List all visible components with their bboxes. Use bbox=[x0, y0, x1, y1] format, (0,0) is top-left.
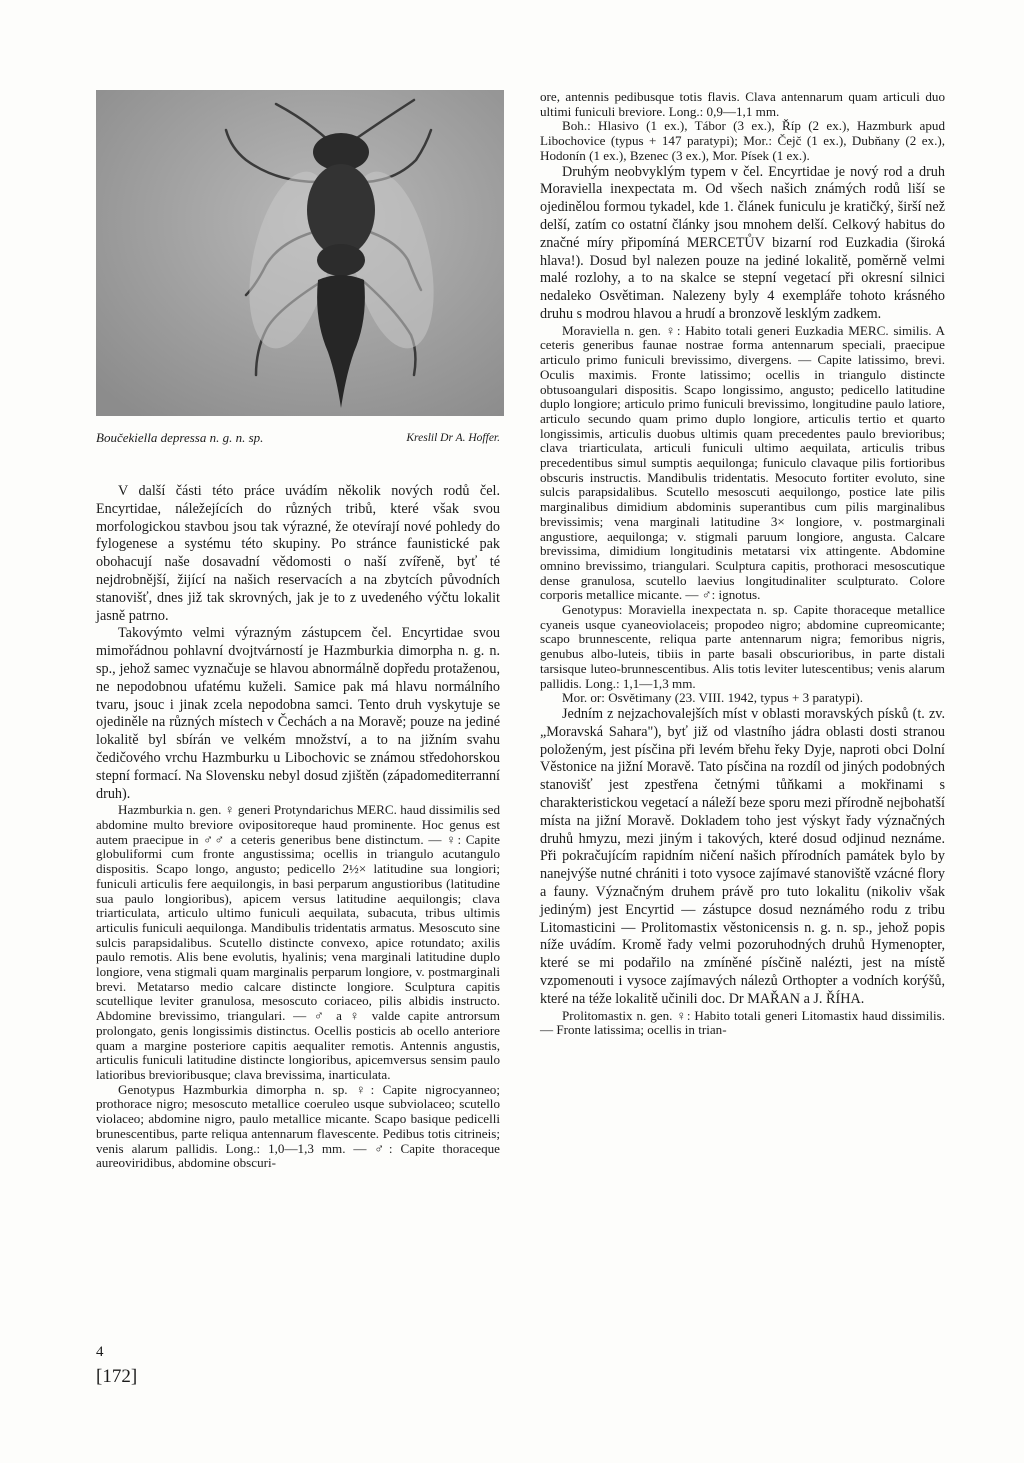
paragraph: Genotypus: Moraviella inexpectata n. sp. Capite thoraceque metallice cyaneis usque cyaneoviolaceis; propodeo nigro; abdomine cupreomicante; scapo brunnescente, reliqua parte antennarum nigra; femoribus nigris, genubus albo-luteis, tibiis in parte basali obscurioribus, in parte distali tarsisque luteo-brunnescentibus. Alis totis leviter lutescentibus; venis alarum pallidis. Long.: 1,1—1,3 mm. bbox=[540, 602, 945, 691]
wasp-illustration bbox=[96, 90, 504, 416]
paragraph: Genotypus Hazmburkia dimorpha n. sp. ♀: Capite nigrocyanneo; prothorace nigro; mesoscuto metallice coeruleo usque subviolaceo; scutello violaceo; abdomine nigro, paulo metallice micante. Scapo basique pedicelli brunescentibus, parte reliqua antennarum flavescente. Pedibus totis citrineis; venis alarum pallidis. Long.: 1,0—1,3 mm. — ♂: Capite thoraceque aureoviridibus, abdomine obscuri- bbox=[96, 1081, 500, 1171]
page-number: [172] bbox=[96, 1366, 138, 1387]
paragraph: V další části této práce uvádím několik nových rodů čel. Encyrtidae, náležejících do různých tribů, které však svou morfologickou stavbou jsou tak výrazné, že otevírají nové pohledy do fylogenese a systému této skupiny. Po stránce faunistické pak obohacují naše dosavadní vědomosti o naší zvířeně, byť té nejdrobnější, žijící na našich reservacích a na zbytcích původních stanovišť, dnes již tak skrovných, jak je to z uvedeného výčtu lokalit jasně patrno. bbox=[96, 483, 500, 624]
paragraph: Takovýmto velmi výrazným zástupcem čel. Encyrtidae svou mimořádnou pohlavní dvojtvárností je Hazmburkia dimorpha n. g. n. sp., jehož samec vyznačuje se hlavou abnormálně dopředu protaženou, ne nepodobnou ufatému kuželi. Samice pak má hlavu normálního tvaru, jsouc i jinak zcela nepodobna samci. Tento druh vyskytuje se ojediněle na různých místech v Čechách a na Moravě; pouze na jediné lokalitě byl sbírán ve velkém množství, a to na jižním svahu čedičového vrchu Hazmburku u Libochovic se známou středohorskou stepní formací. Na Slovensku nebyl dosud zjištěn (západomediterranní druh). bbox=[96, 625, 500, 802]
paragraph: Druhým neobvyklým typem v čel. Encyrtidae je nový rod a druh Moraviella inexpectata m. Od všech našich známých rodů liší se ojedinělou formou tykadel, kde 1. článek funiculu je kratičký, širší než delší, zatím co ostatní články jsou mnohem delší. Celkový habitus do značné míry připomíná MERCETŮV bizarní rod Euzkadia (široká hlava!). Dosud byl nalezen pouze na jediné lokalitě, poměrně velmi malé rozlohy, a to na skalce se stepní vegetací při okresní silnici nedaleko Osvětiman. Nalezeny byly 4 exempláře tohoto krásného druhu s modrou hlavou a hrudí a bronzově lesklým zadkem. bbox=[540, 163, 945, 322]
left-text-column bbox=[96, 483, 500, 1171]
paragraph: Hazmburkia n. gen. ♀ generi Protyndarichus MERC. haud dissimilis sed abdomine multo breviore ovipositoreque haud prominente. Hoc genus est autem praecipue in ♂♂ a ceteris generibus bene distinctum. — ♀: Capite globuliformi cum fronte angustissima; ocellis in triangulo acutangulo dispositis. Scapo longo, angusto; pedicello 2½× latitudine sua longiori; funiculi articulis fere aequilongis, in basi perparum angustioribus (latitudine sua paulo longioribus), apicem versus latitudine aequilongis; clava triarticulata, articulo ultimo funiculi aequilata, subacuta, tribus ultimis articulis funiculi aequilonga. Mandibulis tridentatis armatus. Mesoscuto sine sulcis parapsidalibus. Scutello distincte convexo, apice rotundato; axilis paulo remotis. Alis bene evolutis, hyalinis; vena marginali latitudine duplo longiore, vena stigmali quam marginalis perparum longiore, v. postmarginali brevi. Metatarso medio calcare distincte longiore. Sculptura capitis scutellique leviter granulosa, mesoscuto coriaceo, pilis albidis instructo. Abdomine brevissimo, triangulari. — ♂ a ♀ valde capite antrorsum prolongato, genis longissimis distinctus. Ocellis posticis ab ocello anteriore quam a margine posteriore capitis aequaliter remotis. Antennis angustis, articulis funiculi latitudine distincte longioribus, apicemversus sensim paulo latioribus brevioribusque; clava brevissima, inarticulata. bbox=[96, 802, 500, 1082]
paragraph: ore, antennis pedibusque totis flavis. Clava antennarum quam articuli duo ultimi funiculi breviore. Long.: 0,9—1,1 mm. bbox=[540, 89, 945, 119]
caption-credit: Kreslil Dr A. Hoffer. bbox=[406, 432, 500, 444]
paragraph: Jedním z nejzachovalejších míst v oblasti moravských písků (t. zv. „Moravská Sahara"), byť již od vlastního jádra oblasti dosti stranou položeným, jest písčina při levém břehu řeky Dyje, naproti obci Dolní Věstonice na jižní Moravě. Tato písčina na rozdíl od jiných podobných stanovišť jest zpestřena četnými tůňkami a mokřinami s charakteristickou vegetací a náleží beze sporu mezi přírodně nejbohatší místa na jižní Moravě. Dokladem toho jest výskyt řady význačných druhů hmyzu, mezi jiným i takových, které dosud odjinud neznáme. Při pokračujícím rapidním ničení našich přírodních památek bylo by nanejvýše nutné chrániti i toto vysoce zajímavé stanoviště vzácné flory a fauny. Význačným druhem právě pro tuto lokalitu (nikoliv však jediným) jest Encyrtid — zástupce dosud neznámého rodu z tribu Litomasticini — Prolitomastix věstonicensis n. g. n. sp., jehož popis níže uvádím. Kromě řady velmi pozoruhodných druhů Hymenopter, které se mi podařilo na zmíněné písčině nalézti, jest na místě vzpomenouti i vysoce zajímavých nálezů Orthopter a vodních korýšů, které na téže lokalitě učinili doc. Dr MAŘAN a J. ŘÍHA. bbox=[540, 705, 945, 1007]
paragraph: Prolitomastix n. gen. ♀: Habito totali generi Litomastix haud dissimilis. — Fronte latissima; ocellis in trian- bbox=[540, 1007, 945, 1038]
paragraph: Moraviella n. gen. ♀: Habito totali generi Euzkadia MERC. similis. A ceteris generibus faunae nostrae forma antennarum speciali, praecipue articulo primo funiculi brevissimo, divergens. — Capite latissimo, brevi. Oculis maximis. Fronte latissimo; ocellis in triangulo distincte obtusoangulari dispositis. Scapo longissimo, angusto; pedicello latitudine duplo longiore; articulo primo funiculi brevissimo, longitudine paulo latiore, articulo secundo quam primo duplo longiore, articulis tertio et quarto longissimis, articulis duobus ultimis quam precedentes paulo brevioribus; clava triarticulata, articuli funiculi ultimo aequilata, articulis tribus precedentibus simul sumptis aequilonga; funiculo clavaque pilis fortioribus obscuris instructis. Mandibulis tridentatis. Mesocuto fortiter evoluto, sine sulcis parapsidalibus. Scutello mesoscuti aequilongo, postice late pilis marginalibus dimidium abdominis superantibus cum pilis marginalibus brevissimis; vena marginali latitudine 3× longiore, v. postmarginali angustiore, aequilonga; v. stigmali paruum longiore, angusta. Calcare brevissima, dimidium longitudinis metatarsi vix attingente. Abdomine omnino brevissimo, triangulari. Sculptura capitis, prothoraci mesoscutique dense granulosa, scutello laevius longitudinaliter sculpturato. Colore corporis metallice micante. — ♂: ignotus. bbox=[540, 322, 945, 603]
right-text-column bbox=[540, 90, 945, 1038]
paragraph: Boh.: Hlasivo (1 ex.), Tábor (3 ex.), Říp (2 ex.), Hazmburk apud Libochovice (typus + 147 paratypi); Mor.: Čejč (1 ex.), Dubňany (2 ex.), Hodonín (1 ex.), Bzenec (3 ex.), Mor. Písek (1 ex.). bbox=[540, 118, 945, 163]
figure-caption bbox=[96, 430, 504, 446]
paragraph: Mor. or: Osvětimany (23. VIII. 1942, typus + 3 paratypi). bbox=[562, 690, 863, 706]
caption-species: Boučekiella depressa n. g. n. sp. bbox=[96, 430, 264, 445]
wasp-drawing bbox=[96, 90, 504, 416]
folio-number: 4 bbox=[96, 1344, 104, 1360]
